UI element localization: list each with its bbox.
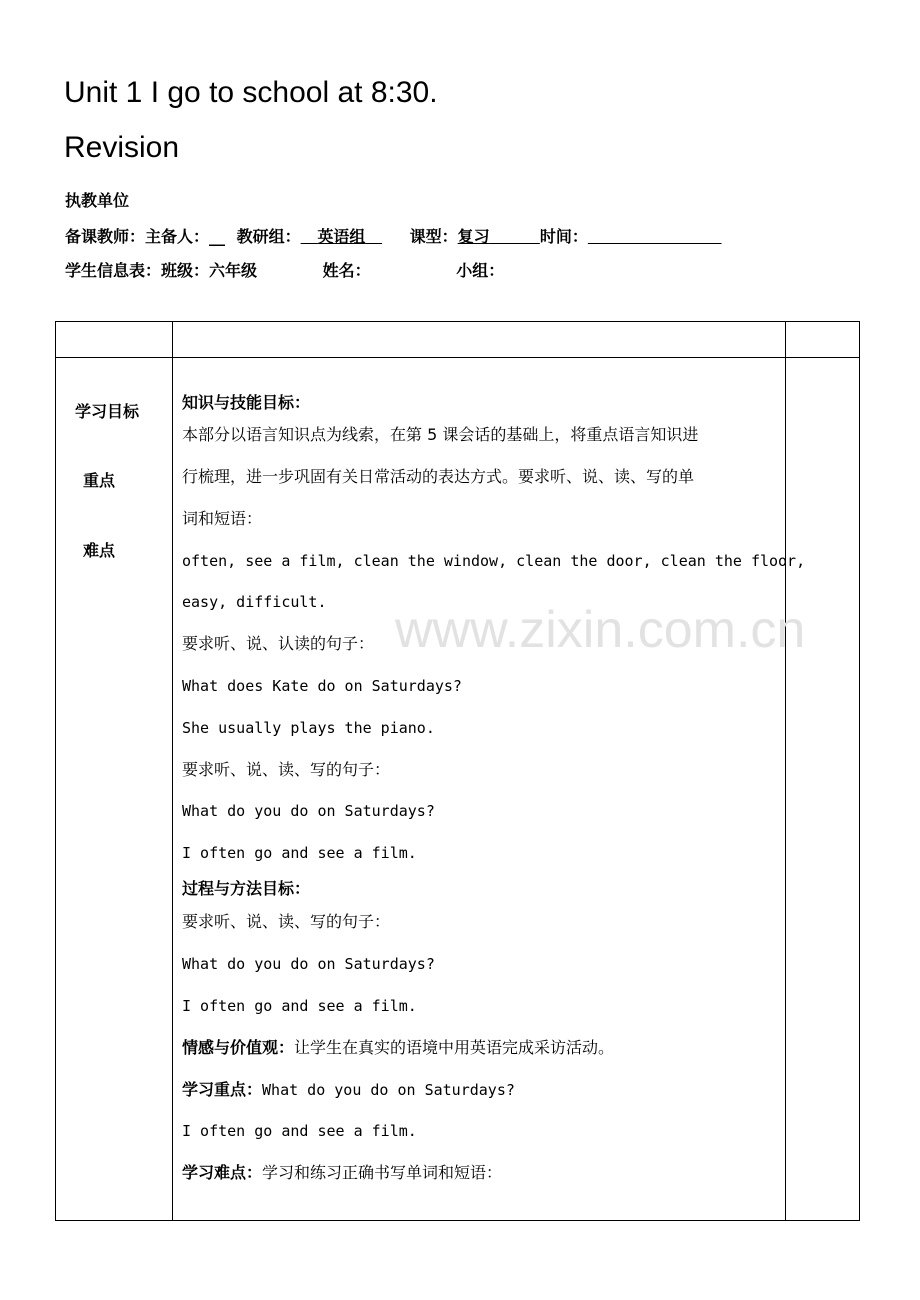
line-text: I often go and see a film. bbox=[182, 1122, 417, 1140]
content-line bbox=[182, 634, 374, 654]
line-text: 要求听、说、认读的句子： bbox=[182, 634, 375, 653]
content-line bbox=[182, 912, 390, 932]
line-heading: 学习难点： bbox=[182, 1163, 263, 1182]
line-text: What do you do on Saturdays? bbox=[182, 955, 435, 973]
content-line bbox=[182, 1080, 515, 1100]
line-text: What do you do on Saturdays? bbox=[262, 1081, 515, 1099]
content-line bbox=[182, 467, 694, 487]
line-text: What does Kate do on Saturdays? bbox=[182, 677, 462, 695]
label-key-points: 重点 bbox=[83, 471, 116, 490]
content-line bbox=[182, 592, 327, 612]
line-text: 本部分以语言知识点为线索，在第 5 课会话的基础上，将重点语言知识进 bbox=[182, 425, 699, 444]
line-text: What do you do on Saturdays? bbox=[182, 802, 435, 820]
content-line bbox=[182, 393, 310, 413]
line-text: 让学生在真实的语境中用英语完成采访活动。 bbox=[294, 1038, 615, 1057]
column-divider bbox=[785, 322, 786, 1220]
type-label: 课型： bbox=[409, 227, 458, 246]
teaching-unit-label: 执教单位 bbox=[65, 191, 130, 210]
content-line bbox=[182, 1121, 417, 1141]
line-text: easy, difficult. bbox=[182, 593, 327, 611]
line-text: 学习和练习正确书写单词和短语： bbox=[262, 1163, 503, 1182]
content-line bbox=[182, 843, 417, 863]
line-text: I often go and see a film. bbox=[182, 844, 417, 862]
line-heading: 学习重点： bbox=[182, 1080, 263, 1099]
line-text: 行梳理，进一步巩固有关日常活动的表达方式。要求听、说、读、写的单 bbox=[182, 467, 695, 486]
document-subtitle: Revision bbox=[64, 131, 180, 164]
line-heading: 知识与技能目标： bbox=[182, 393, 311, 412]
group-value: 英语组 bbox=[317, 227, 366, 246]
time-blank bbox=[588, 227, 722, 246]
teacher-label: 备课教师：主备人： bbox=[65, 227, 210, 246]
header-row-divider bbox=[56, 357, 859, 358]
line-text: often, see a film, clean the window, clean the door, clean the floor, bbox=[182, 552, 806, 570]
line-text: 词和短语： bbox=[182, 509, 263, 528]
content-line bbox=[182, 760, 390, 780]
label-difficulties: 难点 bbox=[83, 541, 116, 560]
class-value: 六年级 bbox=[209, 261, 258, 280]
name-label: 姓名： bbox=[322, 261, 371, 280]
student-label: 学生信息表：班级： bbox=[65, 261, 210, 280]
type-value: 复习 bbox=[457, 227, 490, 246]
content-line bbox=[182, 676, 462, 696]
content-line bbox=[182, 718, 435, 738]
line-heading: 过程与方法目标： bbox=[182, 879, 311, 898]
label-learning-goals: 学习目标 bbox=[75, 402, 140, 421]
content-line bbox=[182, 801, 435, 821]
column-divider bbox=[172, 322, 173, 1220]
teacher-blank: __ bbox=[209, 227, 226, 246]
line-heading: 情感与价值观： bbox=[182, 1038, 295, 1057]
content-line bbox=[182, 1038, 614, 1058]
line-text: 要求听、说、读、写的句子： bbox=[182, 760, 391, 779]
content-line bbox=[182, 509, 262, 529]
content-line bbox=[182, 425, 698, 445]
line-text: 要求听、说、读、写的句子： bbox=[182, 912, 391, 931]
team-label: 小组： bbox=[456, 261, 505, 280]
time-label: 时间： bbox=[539, 227, 588, 246]
content-line bbox=[182, 551, 805, 571]
content-line bbox=[182, 996, 417, 1016]
document-title: Unit 1 I go to school at 8:30. bbox=[64, 76, 438, 109]
group-label: 教研组： bbox=[236, 227, 301, 246]
content-line bbox=[182, 1163, 502, 1183]
student-info-line bbox=[65, 258, 504, 281]
teacher-info-line bbox=[65, 224, 722, 247]
line-text: I often go and see a film. bbox=[182, 997, 417, 1015]
line-text: She usually plays the piano. bbox=[182, 719, 435, 737]
content-line bbox=[182, 879, 310, 899]
content-line bbox=[182, 954, 435, 974]
watermark: www.zixin.com.cn bbox=[395, 601, 806, 659]
